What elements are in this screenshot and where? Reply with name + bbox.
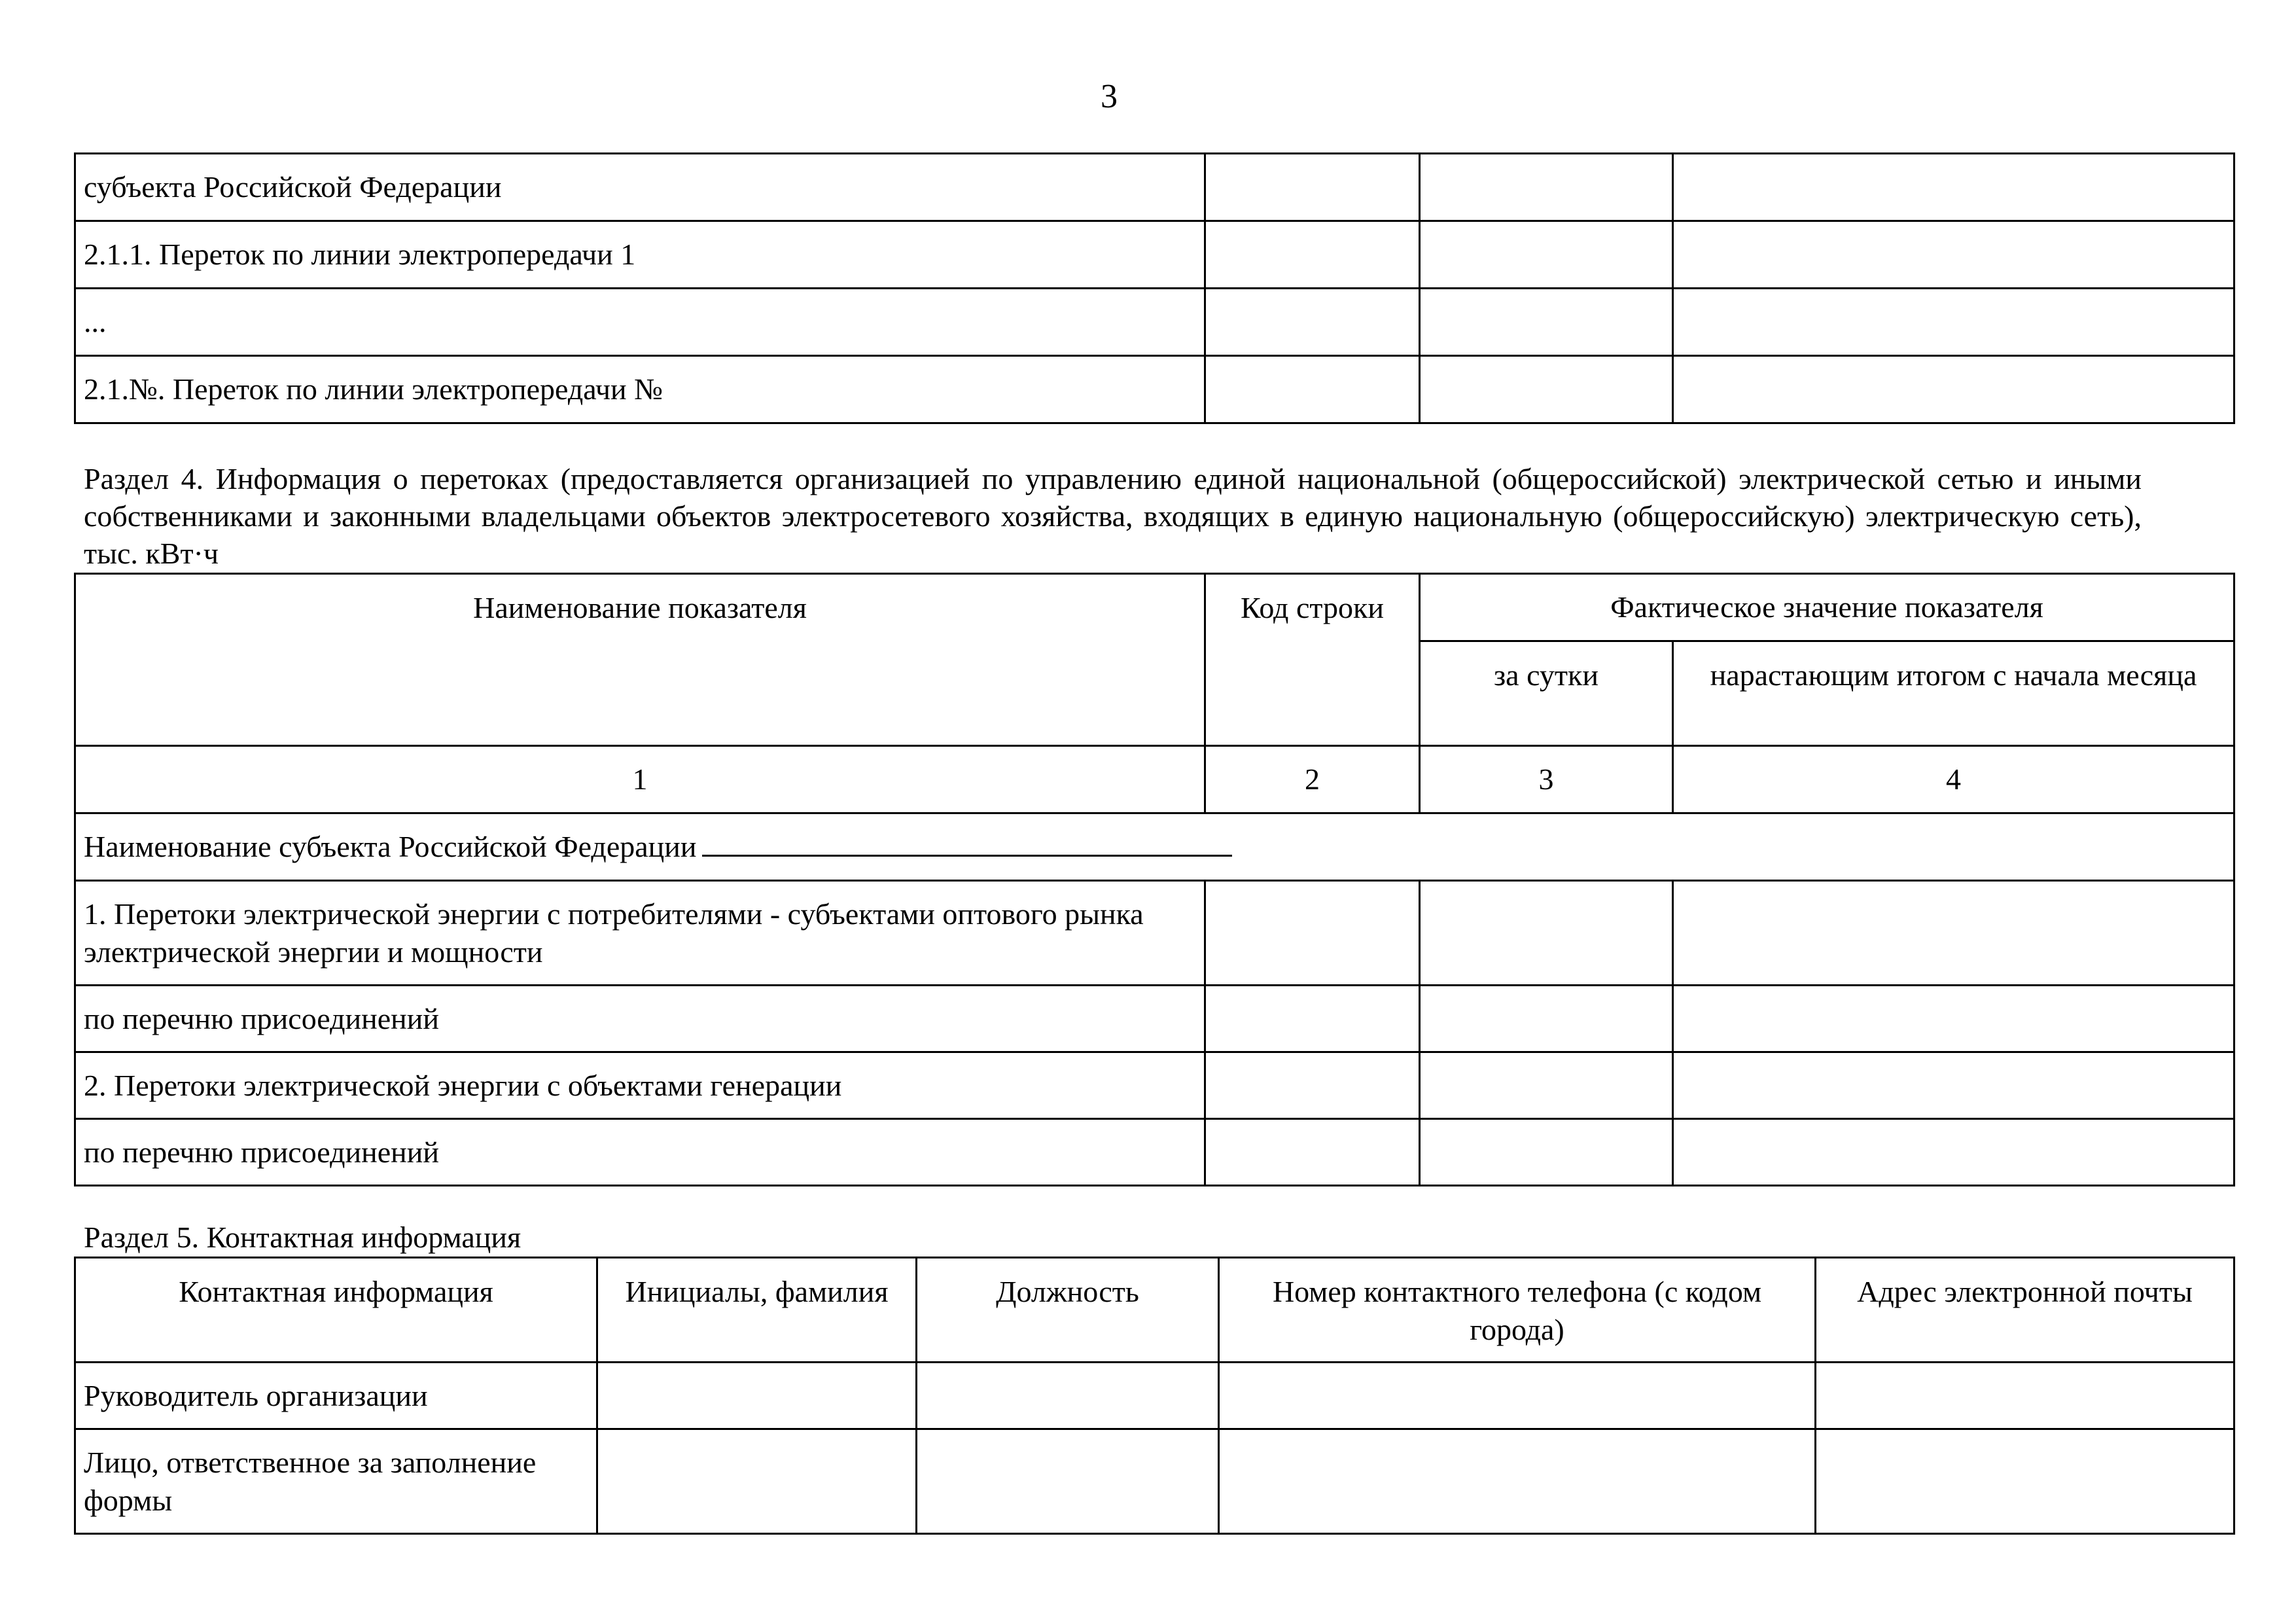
column-number: 2 — [1205, 746, 1420, 813]
cell-value[interactable] — [1420, 1052, 1673, 1119]
table-row — [75, 1052, 2234, 1119]
row-label: 1. Перетоки электрической энергии с потребителями - субъектами оптового рынка электрической энергии и мощности — [75, 881, 1205, 986]
row-label: 2.1.1. Переток по линии электропередачи 1 — [75, 221, 1205, 289]
subject-row — [75, 813, 2234, 881]
header-name: Наименование показателя — [75, 574, 1205, 746]
section4-table — [74, 573, 2235, 1186]
header-cumulative: нарастающим итогом с начала месяца — [1673, 641, 2234, 746]
cell-email[interactable] — [1816, 1429, 2234, 1534]
cell-value[interactable] — [1420, 356, 1673, 423]
cell-code[interactable] — [1205, 221, 1420, 289]
row-label: 2.1.№. Переток по линии электропередачи № — [75, 356, 1205, 423]
cell-phone[interactable] — [1219, 1429, 1816, 1534]
header-actual: Фактическое значение показателя — [1420, 574, 2234, 641]
table-row — [75, 881, 2234, 986]
row-label: Лицо, ответственное за заполнение формы — [75, 1429, 597, 1534]
cell-value[interactable] — [1420, 881, 1673, 986]
cell-value[interactable] — [1420, 1119, 1673, 1186]
cell-value[interactable] — [1673, 221, 2234, 289]
table-row — [75, 221, 2234, 289]
header-row — [75, 1258, 2234, 1363]
cell-code[interactable] — [1205, 1052, 1420, 1119]
cell-value[interactable] — [1420, 154, 1673, 221]
cell-value[interactable] — [1420, 986, 1673, 1052]
cell-value[interactable] — [1673, 986, 2234, 1052]
cell-position[interactable] — [917, 1363, 1219, 1429]
subject-blank-field[interactable] — [702, 829, 1232, 857]
row-label: субъекта Российской Федерации — [75, 154, 1205, 221]
cell-value[interactable] — [1673, 1052, 2234, 1119]
cell-initials[interactable] — [597, 1363, 917, 1429]
row-label: ... — [75, 289, 1205, 356]
column-number: 3 — [1420, 746, 1673, 813]
cell-code[interactable] — [1205, 154, 1420, 221]
cell-value[interactable] — [1673, 1119, 2234, 1186]
table-row — [75, 1363, 2234, 1429]
row-label: 2. Перетоки электрической энергии с объектами генерации — [75, 1052, 1205, 1119]
cell-position[interactable] — [917, 1429, 1219, 1534]
cell-value[interactable] — [1673, 154, 2234, 221]
column-number-row — [75, 746, 2234, 813]
table-row — [75, 986, 2234, 1052]
cell-value[interactable] — [1673, 881, 2234, 986]
subject-cell — [75, 813, 2234, 881]
column-number: 4 — [1673, 746, 2234, 813]
table-row — [75, 289, 2234, 356]
subject-label: Наименование субъекта Российской Федерации — [84, 830, 697, 863]
row-label: по перечню присоединений — [75, 1119, 1205, 1186]
section5-table — [74, 1257, 2235, 1535]
cell-code[interactable] — [1205, 289, 1420, 356]
header-initials: Инициалы, фамилия — [597, 1258, 917, 1363]
header-per-day: за сутки — [1420, 641, 1673, 746]
header-code: Код строки — [1205, 574, 1420, 746]
cell-value[interactable] — [1673, 356, 2234, 423]
section4-title: Раздел 4. Информация о перетоках (предоставляется организацией по управлению единой национальной (общероссийской) электрической сетью и иными собственниками и законными владельцами объектов электросетевого хозяйства, входящих в единую национальную (общероссийскую) электрическую сеть), тыс. кВт·ч — [84, 462, 2142, 570]
header-email: Адрес электронной почты — [1816, 1258, 2234, 1363]
header-contact-info: Контактная информация — [75, 1258, 597, 1363]
cell-code[interactable] — [1205, 881, 1420, 986]
cell-initials[interactable] — [597, 1429, 917, 1534]
table-row — [75, 1429, 2234, 1534]
cell-value[interactable] — [1673, 289, 2234, 356]
row-label: Руководитель организации — [75, 1363, 597, 1429]
cell-email[interactable] — [1816, 1363, 2234, 1429]
cell-code[interactable] — [1205, 986, 1420, 1052]
cell-code[interactable] — [1205, 356, 1420, 423]
cell-phone[interactable] — [1219, 1363, 1816, 1429]
header-position: Должность — [917, 1258, 1219, 1363]
row-label: по перечню присоединений — [75, 986, 1205, 1052]
continuation-table — [74, 152, 2235, 424]
section5-title: Раздел 5. Контактная информация — [84, 1221, 521, 1254]
header-row — [75, 574, 2234, 641]
header-phone: Номер контактного телефона (с кодом города) — [1219, 1258, 1816, 1363]
column-number: 1 — [75, 746, 1205, 813]
page-number: 3 — [1101, 78, 1118, 115]
table-row — [75, 154, 2234, 221]
table-row — [75, 1119, 2234, 1186]
cell-code[interactable] — [1205, 1119, 1420, 1186]
cell-value[interactable] — [1420, 221, 1673, 289]
cell-value[interactable] — [1420, 289, 1673, 356]
table-row — [75, 356, 2234, 423]
